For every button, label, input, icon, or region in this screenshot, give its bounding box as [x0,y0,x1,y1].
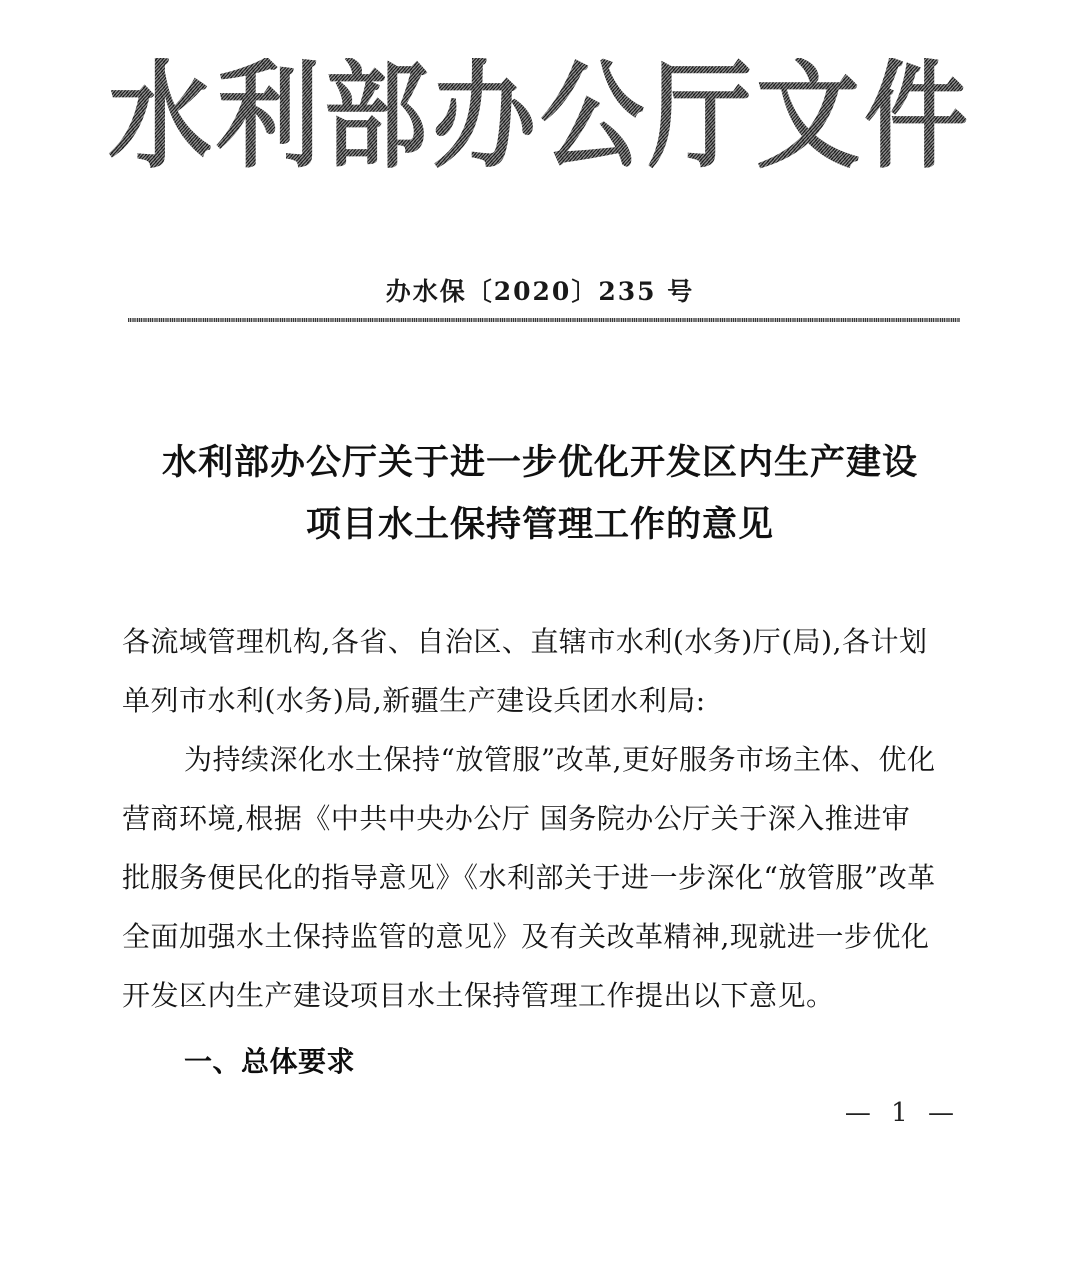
masthead-title: 水利部办公厅文件 [107,46,972,185]
paragraph-line: 开发区内生产建设项目水土保持管理工作提出以下意见。 [122,979,835,1012]
header-separator-rule [128,318,960,322]
page-title-line-2: 项目水土保持管理工作的意见 [305,504,774,545]
paragraph-line: 全面加强水土保持监管的意见》及有关改革精神,现就进一步优化 [122,920,930,953]
document-number: 办水保〔2020〕235 号 [385,277,695,306]
recipient-line: 单列市水利(水务)局,新疆生产建设兵团水利局: [122,684,706,717]
section-heading-overall-requirements: 一、总体要求 [184,1045,356,1078]
document-body [122,612,962,1025]
paragraph-line: 批服务便民化的指导意见》《水利部关于进一步深化“放管服”改革 [122,861,936,894]
paragraph-line: 为持续深化水土保持“放管服”改革,更好服务市场主体、优化 [184,743,936,776]
page-title [90,432,990,556]
page-number: — 1 — [844,1098,960,1128]
page-title-line-1: 水利部办公厅关于进一步优化开发区内生产建设 [161,442,918,483]
masthead [0,46,1080,185]
recipient-line: 各流域管理机构,各省、自治区、直辖市水利(水务)厅(局),各计划 [122,625,928,658]
paragraph-line: 营商环境,根据《中共中央办公厅 国务院办公厅关于深入推进审 [122,802,911,835]
